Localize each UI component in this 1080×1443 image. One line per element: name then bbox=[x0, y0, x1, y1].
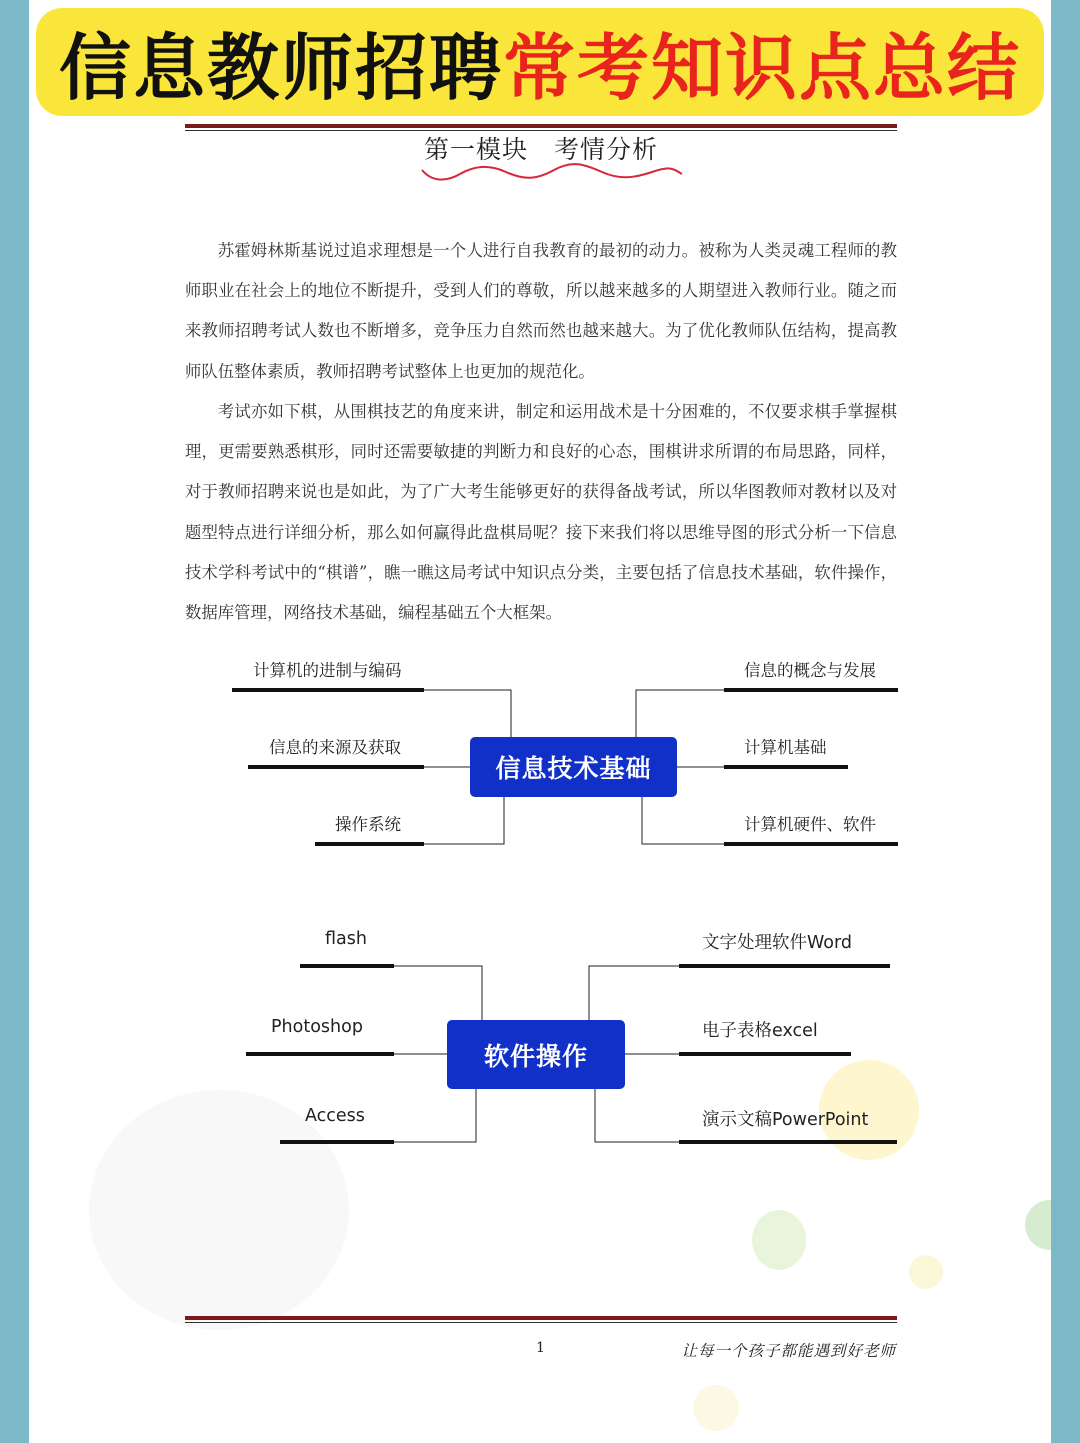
title-red-part: 常考知识点总结 bbox=[503, 26, 1022, 110]
footer-motto: 让每一个孩子都能遇到好老师 bbox=[681, 1342, 896, 1360]
mindmap2-hub: 软件操作 bbox=[447, 1020, 625, 1089]
module-title: 第一模块 考情分析 bbox=[423, 135, 658, 164]
footer-rule-thin bbox=[185, 1322, 897, 1323]
mindmap2-right-node-3: 演示文稿PowerPoint bbox=[702, 1110, 869, 1130]
mindmap1-right-node-2: 计算机基础 bbox=[744, 738, 827, 757]
title-black-part: 信息教师招聘 bbox=[58, 26, 503, 110]
mindmap-connectors bbox=[29, 0, 1051, 1443]
mindmap2-right-node-1: 文字处理软件Word bbox=[702, 933, 852, 953]
mindmap1-hub: 信息技术基础 bbox=[470, 737, 677, 797]
document-page bbox=[29, 0, 1051, 1443]
mindmap1-left-node-1: 计算机的进制与编码 bbox=[253, 661, 402, 680]
mindmap1-left-node-2: 信息的来源及获取 bbox=[269, 738, 401, 757]
mindmap2-left-node-2: Photoshop bbox=[271, 1017, 363, 1037]
mindmap1-right-node-3: 计算机硬件、软件 bbox=[744, 815, 876, 834]
mindmap2-left-node-3: Access bbox=[305, 1106, 365, 1126]
mindmap1-left-node-3: 操作系统 bbox=[335, 815, 401, 834]
page-number: 1 bbox=[536, 1340, 545, 1356]
footer-rule-thick bbox=[185, 1316, 897, 1320]
paragraph-2: 考试亦如下棋，从围棋技艺的角度来讲，制定和运用战术是十分困难的，不仅要求棋手掌握棋理，更需要熟悉棋形，同时还需要敏捷的判断力和良好的心态，围棋讲求所谓的布局思路，同样，对于教师招聘来说也是如此，为了广大考生能够更好的获得备战考试，所以华图教师对教材以及对题型特点进行详细分析，那么如何赢得此盘棋局呢？接下来我们将以思维导图的形式分析一下信息技术学科考试中的“棋谱”，瞧一瞧这局考试中知识点分类，主要包括了信息技术基础，软件操作，数据库管理，网络技术基础，编程基础五个大框架。 bbox=[185, 402, 897, 623]
paragraph-1: 苏霍姆林斯基说过追求理想是一个人进行自我教育的最初的动力。被称为人类灵魂工程师的教师职业在社会上的地位不断提升，受到人们的尊敬，所以越来越多的人期望进入教师行业。随之而来教师招聘考试人数也不断增多，竞争压力自然而然也越来越大。为了优化教师队伍结构，提高教师队伍整体素质，教师招聘考试整体上也更加的规范化。 bbox=[185, 241, 897, 381]
mindmap2-left-node-1: flash bbox=[325, 929, 367, 949]
mindmap2-right-node-2: 电子表格excel bbox=[702, 1021, 818, 1041]
mindmap1-right-node-1: 信息的概念与发展 bbox=[744, 661, 876, 680]
